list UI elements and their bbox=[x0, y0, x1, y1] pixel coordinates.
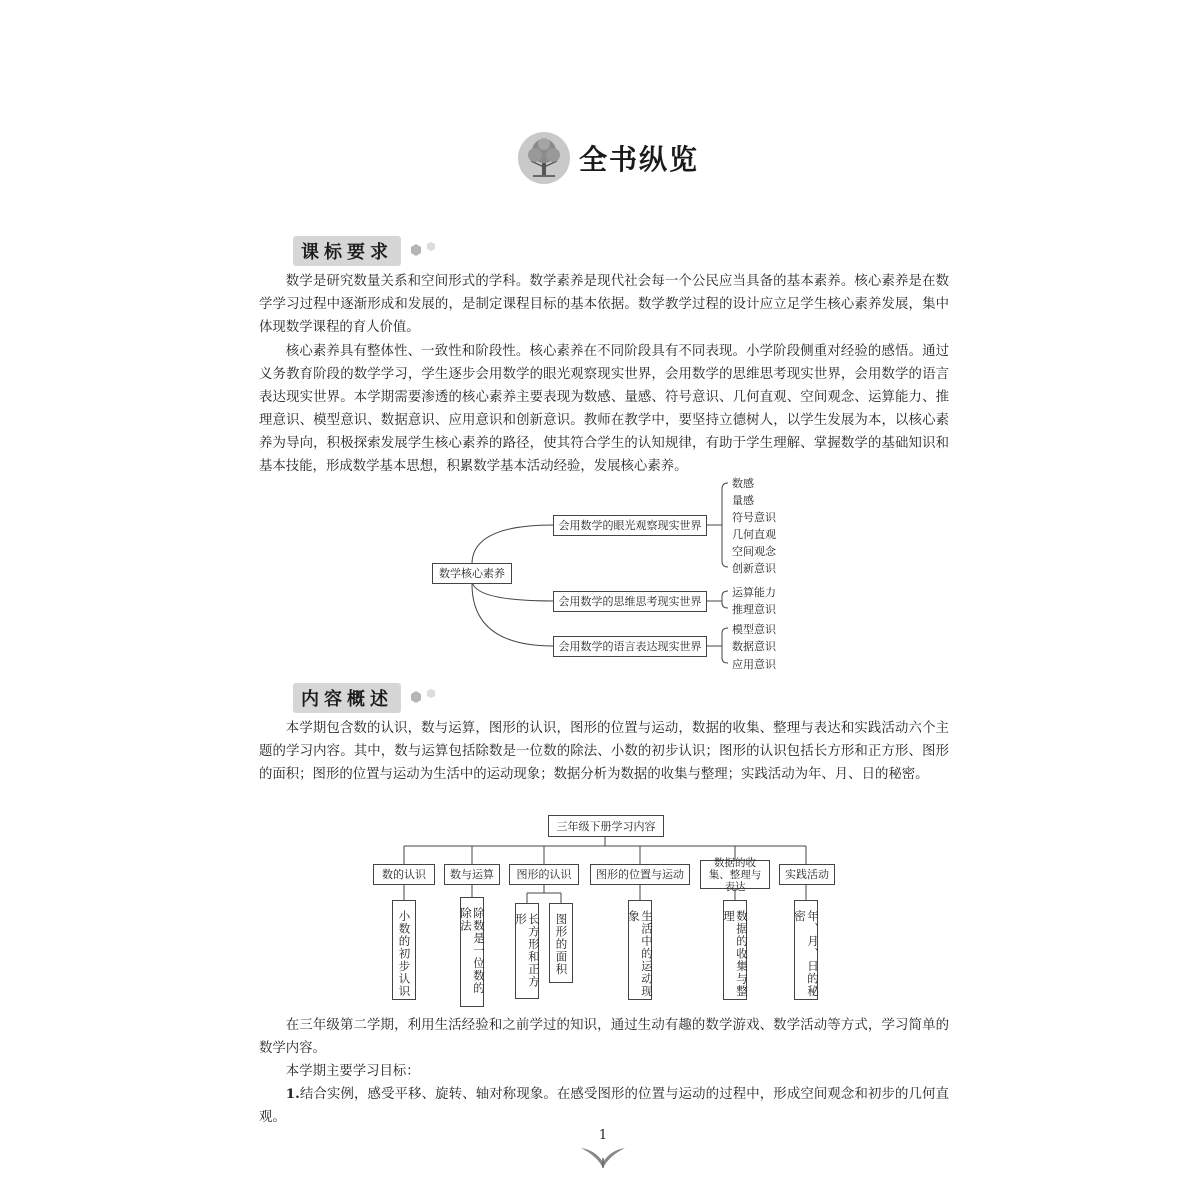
semester-intro-paragraph: 在三年级第二学期，利用生活经验和之前学过的知识，通过生动有趣的数学游戏、数学活动等方式，学习简单的数学内容。 bbox=[259, 1018, 949, 1056]
goal-number: 1. bbox=[285, 1086, 300, 1102]
content-category-box: 数与运算 bbox=[444, 864, 500, 885]
page-number: 1 bbox=[598, 1128, 608, 1143]
content-item-box: 图形的面积 bbox=[549, 903, 573, 983]
goals-intro: 本学期主要学习目标： bbox=[285, 1064, 420, 1079]
content-item-box: 除数是一位数的除法 bbox=[460, 897, 484, 1007]
core-branch-observe: 会用数学的眼光观察现实世界 bbox=[553, 515, 707, 536]
overview-paragraph: 本学期包含数的认识，数与运算，图形的认识，图形的位置与运动，数据的收集、整理与表达和实践活动六个主题的学习内容。其中，数与运算包括除数是一位数的除法、小数的初步认识；图形的认识包括长方形和正方形、图形的面积；图形的位置与运动为生活中的运动现象；数据分析为数据的收集与整理；实践活动为年、月、日的秘密。 bbox=[259, 721, 949, 782]
core-branch-think: 会用数学的思维思考现实世界 bbox=[553, 591, 707, 612]
core-leaf: 几何直观 bbox=[732, 528, 776, 541]
core-leaf: 符号意识 bbox=[732, 511, 776, 524]
goal-item-1 bbox=[259, 1083, 949, 1129]
core-root-box: 数学核心素养 bbox=[432, 563, 512, 584]
core-leaf: 数感 bbox=[732, 477, 754, 490]
content-item-box: 年、月、日的秘密 bbox=[794, 900, 818, 1000]
leaf-ornament-icon bbox=[571, 1128, 635, 1172]
section-label: 内容概述 bbox=[293, 683, 401, 713]
content-item-box: 数据的收集与整理 bbox=[723, 900, 747, 1000]
standards-paragraph-2: 核心素养具有整体性、一致性和阶段性。核心素养在不同阶段具有不同表现。小学阶段侧重对经验的感悟。通过义务教育阶段的数学学习，学生逐步会用数学的眼光观察现实世界，会用数学的思维思考现实世界，会用数学的语言表达现实世界。本学期需要渗透的核心素养主要表现为数感、量感、符号意识、几何直观、空间观念、运算能力、推理意识、模型意识、数据意识、应用意识和创新意识。教师在教学中，要坚持立德树人，以学生发展为本，以核心素养为导向，积极探索发展学生核心素养的路径，使其符合学生的认知规律，有助于学生理解、掌握数学的基础知识和基本技能，形成数学基本思想，积累数学基本活动经验，发展核心素养。 bbox=[259, 344, 949, 474]
core-leaf: 创新意识 bbox=[732, 562, 776, 575]
page-footer bbox=[571, 1128, 635, 1172]
content-category-box: 数的认识 bbox=[373, 864, 435, 885]
core-leaf: 运算能力 bbox=[732, 586, 776, 599]
content-item-box: 长方形和正方形 bbox=[515, 903, 539, 999]
page-title: 全书纵览 bbox=[579, 143, 700, 176]
core-branch-express: 会用数学的语言表达现实世界 bbox=[553, 636, 707, 657]
core-leaf: 推理意识 bbox=[732, 603, 776, 616]
core-leaf: 数据意识 bbox=[732, 640, 776, 653]
content-item-box: 小数的初步认识 bbox=[392, 900, 416, 1000]
content-category-box: 图形的位置与运动 bbox=[590, 864, 690, 885]
core-leaf: 应用意识 bbox=[732, 658, 776, 671]
goal-text: 结合实例，感受平移、旋转、轴对称现象。在感受图形的位置与运动的过程中，形成空间观念和初步的几何直观。 bbox=[259, 1087, 949, 1125]
content-item-box: 生活中的运动现象 bbox=[628, 900, 652, 1000]
core-leaf: 模型意识 bbox=[732, 623, 776, 636]
content-category-box: 实践活动 bbox=[779, 864, 835, 885]
content-category-box: 图形的认识 bbox=[509, 864, 579, 885]
standards-paragraph-1: 数学是研究数量关系和空间形式的学科。数学素养是现代社会每一个公民应当具备的基本素养。核心素养是在数学学习过程中逐渐形成和发展的，是制定课程目标的基本依据。数学教学过程的设计应立足学生核心素养发展，集中体现数学课程的育人价值。 bbox=[259, 274, 949, 335]
section-label: 课标要求 bbox=[293, 236, 401, 266]
content-category-box: 数据的收集、整理与表达 bbox=[700, 860, 770, 889]
content-root-box: 三年级下册学习内容 bbox=[548, 815, 664, 837]
core-leaf: 空间观念 bbox=[732, 545, 776, 558]
core-leaf: 量感 bbox=[732, 494, 754, 507]
